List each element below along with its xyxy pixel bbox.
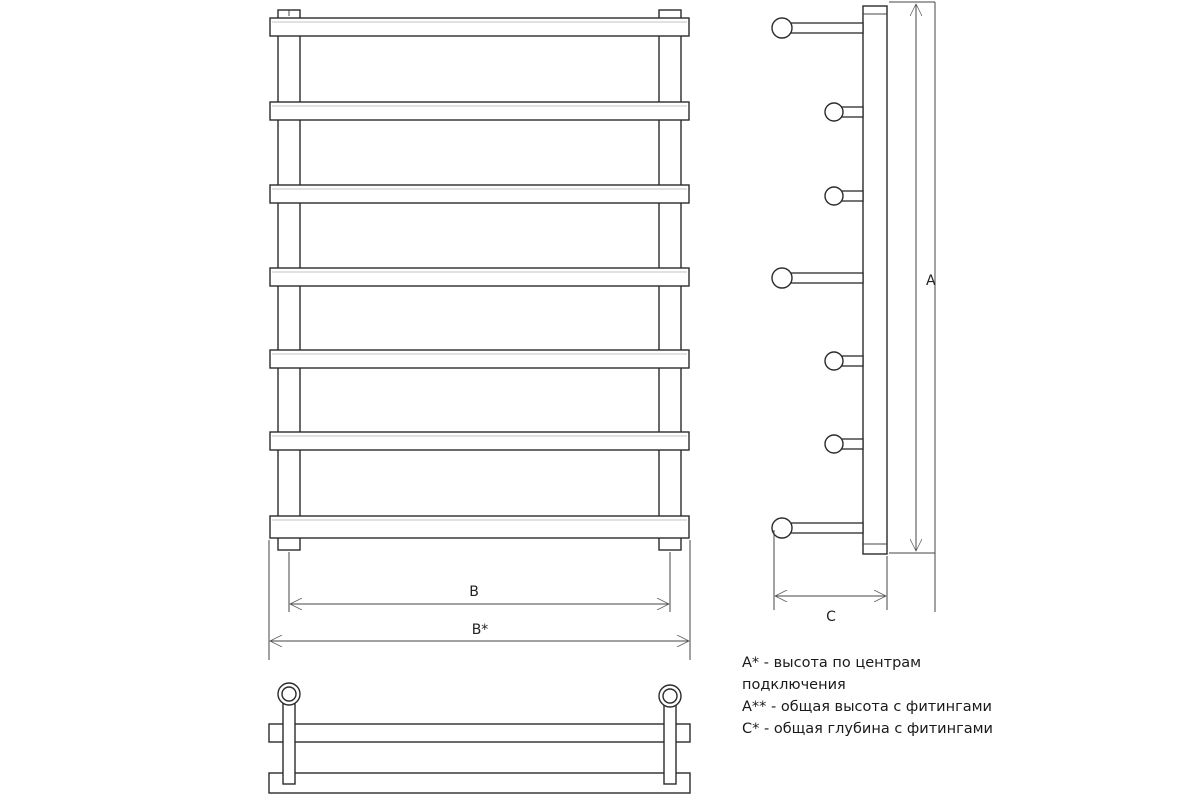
- rung: [270, 185, 689, 203]
- note-a-double-star: A** - общая высота с фитингами: [742, 699, 992, 715]
- connector-cap: [772, 268, 792, 288]
- connector-cap: [772, 18, 792, 38]
- connector-cap: [825, 435, 843, 453]
- top-view-left-stem: [283, 700, 295, 784]
- connector-cap: [825, 187, 843, 205]
- connector-cap: [825, 352, 843, 370]
- side-view: [772, 6, 887, 554]
- rung: [270, 268, 689, 286]
- rung: [270, 516, 689, 538]
- top-view-left-fitting: [278, 683, 300, 705]
- front-view: [270, 10, 689, 550]
- connector-pipe: [782, 23, 863, 33]
- top-view-right-fitting: [659, 685, 681, 707]
- rung: [270, 432, 689, 450]
- notes-block: [742, 652, 1002, 740]
- note-a-star: A* - высота по центрам подключения: [742, 655, 922, 693]
- top-view-right-stem: [664, 700, 676, 784]
- connector-cap: [772, 518, 792, 538]
- side-post: [863, 6, 887, 554]
- connector-pipe: [782, 523, 863, 533]
- label-b: B: [469, 584, 479, 600]
- label-a: A: [926, 273, 936, 289]
- top-view: [269, 683, 690, 793]
- rung: [270, 18, 689, 36]
- side-connectors: [772, 18, 863, 538]
- rung: [270, 102, 689, 120]
- connector-cap: [825, 103, 843, 121]
- label-c: C: [826, 609, 836, 625]
- label-b-star: B*: [471, 622, 489, 638]
- connector-pipe: [782, 273, 863, 283]
- rung: [270, 350, 689, 368]
- note-c-star: С* - общая глубина с фитингами: [742, 721, 993, 737]
- front-dimensions: [269, 540, 690, 660]
- top-view-bar-upper: [269, 724, 690, 742]
- top-view-bar-lower: [269, 773, 690, 793]
- rungs: [270, 18, 689, 538]
